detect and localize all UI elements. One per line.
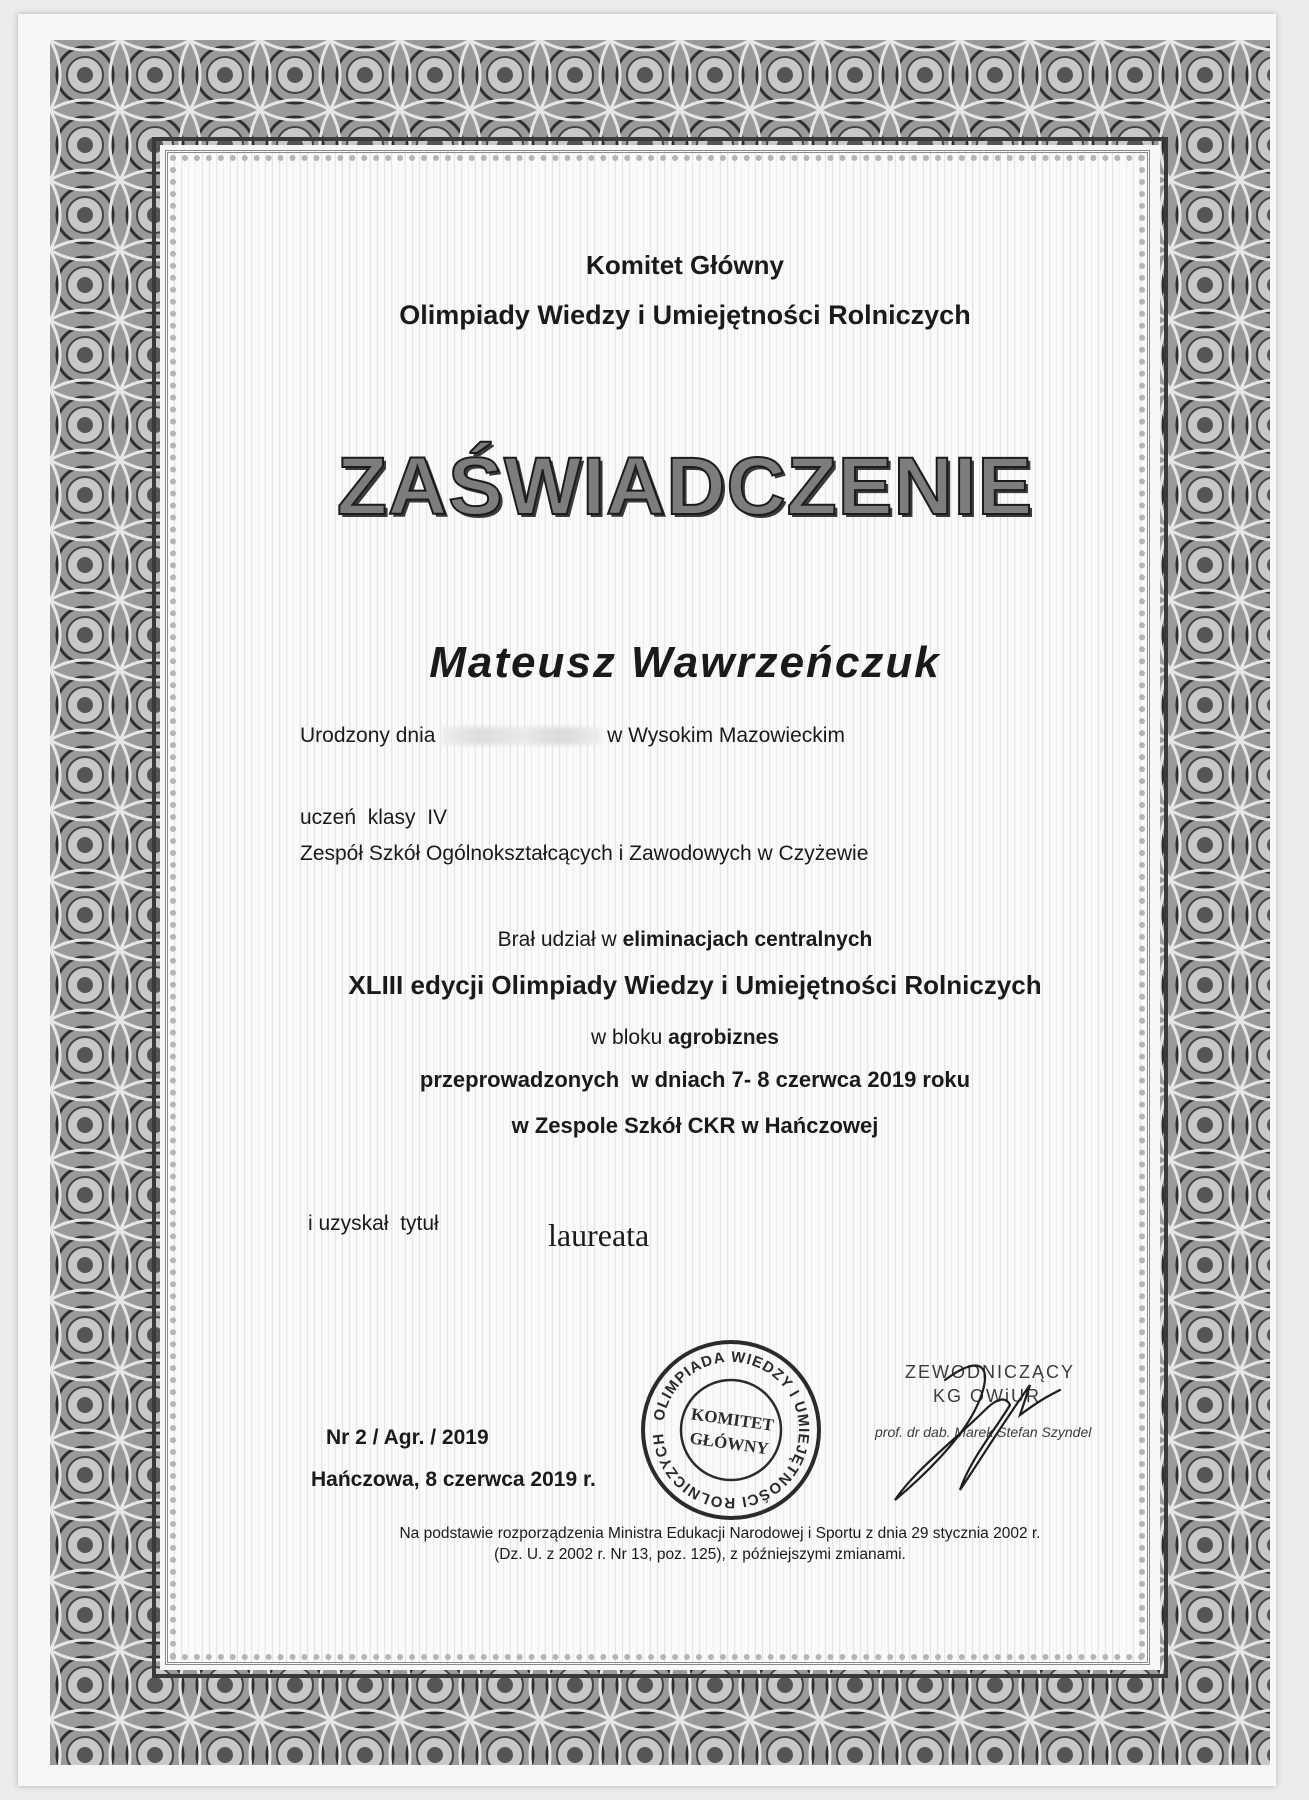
signer-name: prof. dr dab. Marek Stefan Szyndel — [875, 1424, 1092, 1440]
svg-text:OLIMPIADA WIEDZY I UMIEJĘTNOŚC — [650, 1349, 812, 1512]
stamp-center-line1: KOMITET — [689, 1404, 775, 1435]
class-line: uczeń klasy IV — [300, 806, 448, 829]
stamp-ring-text: OLIMPIADA WIEDZY I UMIEJĘTNOŚCI ROLNICZYCH — [649, 1348, 813, 1512]
title-value: laureata — [548, 1217, 650, 1253]
olympiad-heading: Olimpiady Wiedzy i Umiejętności Rolniczych — [399, 300, 971, 330]
signature-role-line2: KG OWiUR — [933, 1386, 1041, 1406]
committee-stamp — [636, 1335, 826, 1525]
legal-footnote-line2: (Dz. U. z 2002 r. Nr 13, poz. 125), z późniejszymi zmianami. — [494, 1546, 906, 1563]
school-line: Zespół Szkół Ogólnokształcących i Zawodowych w Czyżewie — [300, 842, 869, 865]
born-prefix: Urodzony dnia — [300, 724, 436, 747]
edition-line: XLIII edycji Olimpiady Wiedzy i Umiejętności Rolniczych — [348, 970, 1042, 1000]
stamp-center-line2: GŁÓWNY — [688, 1428, 770, 1459]
block-name: agrobiznes — [668, 1026, 779, 1049]
certificate-title: ZAŚWIADCZENIE — [336, 441, 1034, 532]
recipient-name: Mateusz Wawrzeńczuk — [429, 638, 941, 687]
document-number: Nr 2 / Agr. / 2019 — [326, 1426, 489, 1449]
title-prefix: i uzyskał tytuł — [308, 1212, 439, 1235]
venue-line: w Zespole Szkół CKR w Hańczowej — [511, 1113, 879, 1138]
redacted-birthdate — [441, 727, 601, 745]
block-line — [0, 1026, 1309, 1050]
committee-heading: Komitet Główny — [586, 250, 784, 280]
handwritten-signature — [845, 1340, 1095, 1510]
legal-footnote-line1: Na podstawie rozporządzenia Ministra Edukacji Narodowej i Sportu z dnia 29 stycznia 2002 r. — [399, 1525, 1041, 1542]
participation-stage: eliminacjach centralnych — [622, 928, 873, 951]
born-place: w Wysokim Mazowieckim — [607, 724, 845, 747]
birth-line — [300, 724, 845, 748]
participation-prefix: Brał udział w — [497, 928, 617, 951]
place-and-date: Hańczowa, 8 czerwca 2019 r. — [311, 1468, 596, 1491]
participation-line — [0, 928, 1309, 952]
block-prefix: w bloku — [591, 1026, 663, 1049]
dates-line: przeprowadzonych w dniach 7- 8 czerwca 2019 roku — [419, 1067, 971, 1092]
signature-role-line1: ZEWODNICZĄCY — [905, 1362, 1075, 1382]
signature-block — [845, 1340, 1095, 1510]
